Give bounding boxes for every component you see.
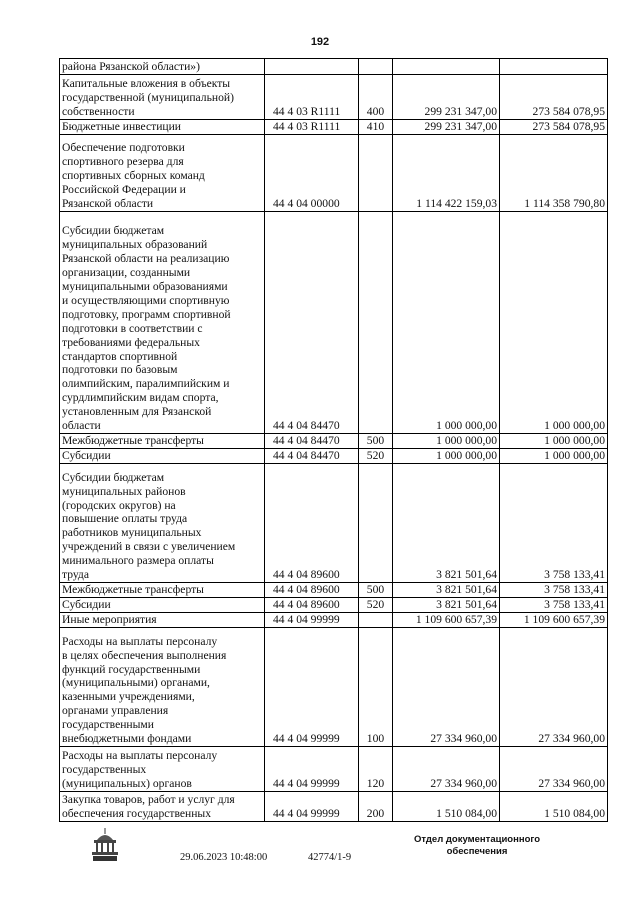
row-expense-type: 410 bbox=[359, 120, 393, 135]
row-description: Субсидии bbox=[60, 598, 265, 613]
row-amount-next: 1 109 600 657,39 bbox=[500, 613, 608, 628]
row-description: Обеспечение подготовки спортивного резерва для спортивных сборных команд Российской Федерации и Рязанской области bbox=[60, 135, 265, 212]
row-amount-next: 27 334 960,00 bbox=[500, 747, 608, 792]
row-description: Субсидии бюджетам муниципальных районов (городских округов) на повышение оплаты труда работников муниципальных учреждений в связи с увеличением минимального размера оплаты труда bbox=[60, 464, 265, 583]
row-description: Межбюджетные трансферты bbox=[60, 583, 265, 598]
row-description: Субсидии bbox=[60, 449, 265, 464]
table-row bbox=[60, 120, 608, 135]
row-expense-type: 500 bbox=[359, 434, 393, 449]
table-row bbox=[60, 75, 608, 120]
table-row bbox=[60, 135, 608, 212]
row-code: 44 4 04 89600 bbox=[265, 464, 359, 583]
row-code: 44 4 04 84470 bbox=[265, 212, 359, 434]
row-code: 44 4 04 00000 bbox=[265, 135, 359, 212]
row-expense-type bbox=[359, 464, 393, 583]
row-expense-type: 520 bbox=[359, 598, 393, 613]
table-row bbox=[60, 59, 608, 75]
row-amount-next: 273 584 078,95 bbox=[500, 120, 608, 135]
row-amount-2023: 1 000 000,00 bbox=[393, 212, 500, 434]
row-amount-2023: 1 114 422 159,03 bbox=[393, 135, 500, 212]
row-expense-type bbox=[359, 59, 393, 75]
row-description: Расходы на выплаты персоналу в целях обеспечения выполнения функций государственными (муниципальными) органами, казенными учреждениями, органами управления государственными внебюджетными фондами bbox=[60, 628, 265, 747]
row-expense-type: 520 bbox=[359, 449, 393, 464]
table-row bbox=[60, 628, 608, 747]
table-row bbox=[60, 464, 608, 583]
table-row bbox=[60, 747, 608, 792]
row-amount-next: 3 758 133,41 bbox=[500, 464, 608, 583]
row-amount-next: 273 584 078,95 bbox=[500, 75, 608, 120]
row-expense-type bbox=[359, 212, 393, 434]
row-code: 44 4 04 84470 bbox=[265, 434, 359, 449]
row-code: 44 4 04 99999 bbox=[265, 628, 359, 747]
row-amount-2023: 3 821 501,64 bbox=[393, 583, 500, 598]
row-code: 44 4 04 99999 bbox=[265, 613, 359, 628]
row-code: 44 4 04 99999 bbox=[265, 792, 359, 822]
row-code bbox=[265, 59, 359, 75]
row-description: района Рязанской области») bbox=[60, 59, 265, 75]
row-amount-2023: 1 510 084,00 bbox=[393, 792, 500, 822]
table-row bbox=[60, 598, 608, 613]
footer-timestamp: 29.06.2023 10:48:00 bbox=[180, 852, 268, 863]
row-amount-2023: 1 000 000,00 bbox=[393, 434, 500, 449]
row-amount-2023: 3 821 501,64 bbox=[393, 598, 500, 613]
table-row bbox=[60, 613, 608, 628]
row-amount-next: 1 000 000,00 bbox=[500, 449, 608, 464]
row-amount-next: 27 334 960,00 bbox=[500, 628, 608, 747]
row-expense-type: 120 bbox=[359, 747, 393, 792]
row-expense-type: 500 bbox=[359, 583, 393, 598]
row-expense-type: 200 bbox=[359, 792, 393, 822]
row-amount-next: 3 758 133,41 bbox=[500, 583, 608, 598]
row-amount-2023: 3 821 501,64 bbox=[393, 464, 500, 583]
row-code: 44 4 04 84470 bbox=[265, 449, 359, 464]
page-number: 192 bbox=[310, 36, 330, 48]
row-expense-type: 400 bbox=[359, 75, 393, 120]
row-amount-next: 1 000 000,00 bbox=[500, 434, 608, 449]
budget-table bbox=[59, 58, 608, 822]
row-amount-2023: 299 231 347,00 bbox=[393, 75, 500, 120]
row-amount-2023 bbox=[393, 59, 500, 75]
table-row bbox=[60, 792, 608, 822]
table-row bbox=[60, 449, 608, 464]
row-description: Бюджетные инвестиции bbox=[60, 120, 265, 135]
row-amount-next: 1 000 000,00 bbox=[500, 212, 608, 434]
duma-emblem-icon bbox=[88, 826, 122, 862]
row-expense-type bbox=[359, 135, 393, 212]
row-amount-2023: 1 000 000,00 bbox=[393, 449, 500, 464]
row-amount-2023: 299 231 347,00 bbox=[393, 120, 500, 135]
row-expense-type: 100 bbox=[359, 628, 393, 747]
row-code: 44 4 04 89600 bbox=[265, 598, 359, 613]
row-amount-next: 1 114 358 790,80 bbox=[500, 135, 608, 212]
budget-table-body bbox=[60, 59, 608, 822]
row-amount-2023: 27 334 960,00 bbox=[393, 747, 500, 792]
table-row bbox=[60, 583, 608, 598]
row-description: Иные мероприятия bbox=[60, 613, 265, 628]
row-description: Закупка товаров, работ и услуг для обеспечения государственных bbox=[60, 792, 265, 822]
row-description: Расходы на выплаты персоналу государственных (муниципальных) органов bbox=[60, 747, 265, 792]
row-description: Субсидии бюджетам муниципальных образований Рязанской области на реализацию организации, созданными муниципальными образованиями и осуществляющими спортивную подготовку, программ спортивной подготовки в соответствии с требованиями федеральных стандартов спортивной подготовки по базовым олимпийским, паралимпийским и сурдлимпийским видам спорта, установленным для Рязанской области bbox=[60, 212, 265, 434]
table-row bbox=[60, 434, 608, 449]
row-code: 44 4 04 99999 bbox=[265, 747, 359, 792]
table-row bbox=[60, 212, 608, 434]
row-amount-next: 1 510 084,00 bbox=[500, 792, 608, 822]
footer-department: Отдел документационного обеспечения bbox=[413, 834, 541, 857]
row-amount-2023: 27 334 960,00 bbox=[393, 628, 500, 747]
row-amount-next bbox=[500, 59, 608, 75]
row-amount-2023: 1 109 600 657,39 bbox=[393, 613, 500, 628]
row-code: 44 4 03 R1111 bbox=[265, 120, 359, 135]
row-description: Капитальные вложения в объекты государственной (муниципальной) собственности bbox=[60, 75, 265, 120]
row-description: Межбюджетные трансферты bbox=[60, 434, 265, 449]
footer-doc-id: 42774/1-9 bbox=[308, 852, 352, 863]
row-code: 44 4 03 R1111 bbox=[265, 75, 359, 120]
row-amount-next: 3 758 133,41 bbox=[500, 598, 608, 613]
row-expense-type bbox=[359, 613, 393, 628]
row-code: 44 4 04 89600 bbox=[265, 583, 359, 598]
